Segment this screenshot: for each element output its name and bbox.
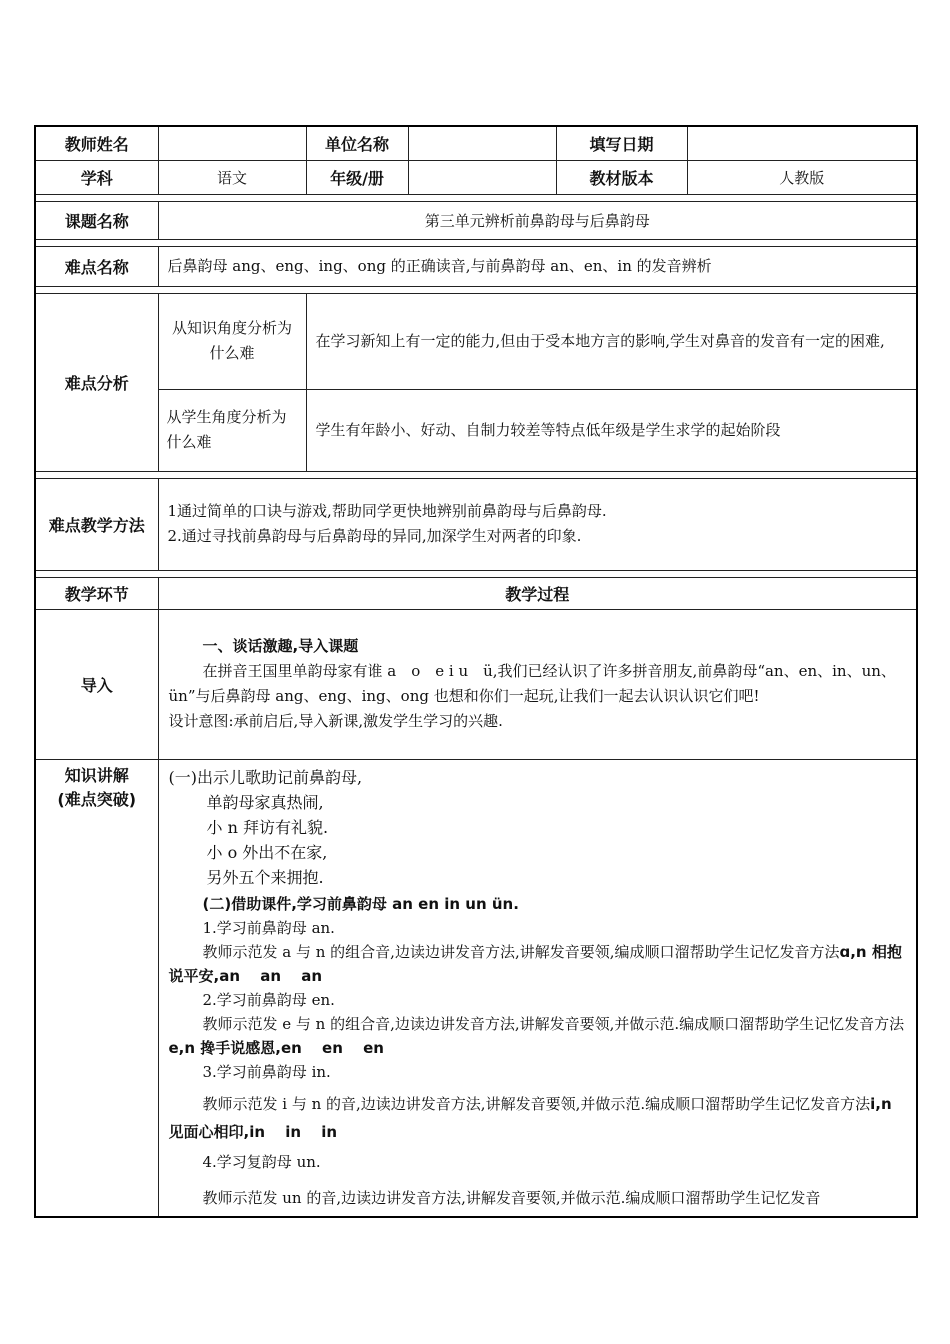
- grade-field[interactable]: [408, 160, 556, 194]
- method-content: [158, 478, 917, 570]
- difficulty-label: 难点名称: [35, 246, 158, 286]
- poem-line-4: 另外五个来拥抱.: [206, 867, 324, 887]
- header-row-1: [35, 126, 917, 160]
- step-3-title: 3.学习前鼻韵母 in.: [202, 1062, 331, 1081]
- knowledge-part-2: (二)借助课件,学习前鼻韵母 an en in un ün.: [202, 894, 519, 913]
- step-2-rhyme: e,n 搀手说感恩,en en en: [168, 1038, 384, 1057]
- analysis-label: 难点分析: [35, 293, 158, 471]
- knowledge-content: [158, 759, 917, 1217]
- fill-date-label: 填写日期: [556, 126, 687, 160]
- intro-paragraph: 在拼音王国里单韵母家有谁 a o e i u ü,我们已经认识了许多拼音朋友,前鼻韵母“an、en、in、un、ün”与后鼻韵母 ang、eng、ing、ong 也想和你们一起玩,让我们一起去认识认识它们吧!: [168, 662, 896, 705]
- method-label: 难点教学方法: [35, 478, 158, 570]
- subject-label: 学科: [35, 160, 158, 194]
- step-1-desc: 教师示范发 a 与 n 的组合音,边读边讲发音方法,讲解发音要领,编成顺口溜帮助学生记忆发音方法: [202, 942, 840, 961]
- analysis-row-knowledge: [35, 293, 917, 389]
- knowledge-question: 从知识角度分析为什么难: [158, 293, 306, 389]
- knowledge-label-line-1: 知识讲解: [64, 765, 129, 785]
- step-3-rhyme: i,n 见面心相印,in in in: [168, 1094, 892, 1141]
- topic-row: [35, 201, 917, 239]
- step-4-text: 教师示范发 un 的音,边读边讲发音方法,讲解发音要领,并做示范.编成顺口溜帮助学生记忆发音: [202, 1188, 821, 1207]
- grade-label: 年级/册: [306, 160, 408, 194]
- teacher-name-label: 教师姓名: [35, 126, 158, 160]
- intro-content: [158, 609, 917, 759]
- student-question: 从学生角度分析为什么难: [158, 389, 306, 471]
- poem-line-1: 单韵母家真热闹,: [206, 792, 324, 812]
- unit-name-field[interactable]: [408, 126, 556, 160]
- unit-name-label: 单位名称: [306, 126, 408, 160]
- step-3-desc: 教师示范发 i 与 n 的音,边读边讲发音方法,讲解发音要领,并做示范.编成顺口溜帮助学生记忆发音方法: [202, 1094, 871, 1113]
- method-line-1: 1通过简单的口诀与游戏,帮助同学更快地辨别前鼻韵母与后鼻韵母.: [167, 502, 607, 520]
- knowledge-label-line-2: (难点突破): [57, 789, 137, 809]
- knowledge-part-1: (一)出示儿歌助记前鼻韵母,: [168, 767, 363, 787]
- step-1-text: [169, 940, 907, 988]
- step-2-desc: 教师示范发 e 与 n 的组合音,边读边讲发音方法,讲解发音要领,并做示范.编成顺口溜帮助学生记忆发音方法: [202, 1014, 905, 1033]
- difficulty-row: [35, 246, 917, 286]
- textbook-value: 人教版: [687, 160, 917, 194]
- step-1-rhyme: ɑ,n 相抱说平安,an an an: [168, 942, 902, 985]
- knowledge-answer: 在学习新知上有一定的能力,但由于受本地方言的影响,学生对鼻音的发音有一定的困难,: [306, 293, 917, 389]
- method-row: [35, 478, 917, 570]
- knowledge-label: [35, 759, 158, 1217]
- knowledge-row: [35, 759, 917, 1217]
- topic-label: 课题名称: [35, 201, 158, 239]
- process-header: 教学过程: [158, 577, 917, 609]
- process-header-row: [35, 577, 917, 609]
- difficulty-value: 后鼻韵母 ang、eng、ing、ong 的正确读音,与前鼻韵母 an、en、in 的发音辨析: [158, 246, 917, 286]
- intro-row: [35, 609, 917, 759]
- step-2-title: 2.学习前鼻韵母 en.: [202, 990, 335, 1009]
- poem-line-3: 小 o 外出不在家,: [206, 842, 328, 862]
- stage-header: 教学环节: [35, 577, 158, 609]
- analysis-row-student: [35, 389, 917, 471]
- teacher-name-field[interactable]: [158, 126, 306, 160]
- step-2-text: [169, 1012, 907, 1060]
- step-1-title: 1.学习前鼻韵母 an.: [202, 918, 335, 937]
- fill-date-field[interactable]: [687, 126, 917, 160]
- student-answer: 学生有年龄小、好动、自制力较差等特点低年级是学生求学的起始阶段: [306, 389, 917, 471]
- step-3-text: [169, 1090, 907, 1146]
- topic-value: 第三单元辨析前鼻韵母与后鼻韵母: [158, 201, 917, 239]
- poem-line-2: 小 n 拜访有礼貌.: [206, 817, 329, 837]
- intro-label: 导入: [35, 609, 158, 759]
- lesson-plan-table: [34, 125, 918, 1218]
- method-line-2: 2.通过寻找前鼻韵母与后鼻韵母的异同,加深学生对两者的印象.: [167, 527, 582, 545]
- step-4-title: 4.学习复韵母 un.: [202, 1152, 321, 1171]
- subject-value: 语文: [158, 160, 306, 194]
- header-row-2: [35, 160, 917, 194]
- intro-design: 设计意图:承前启后,导入新课,激发学生学习的兴趣.: [168, 712, 503, 730]
- intro-heading: 一、谈话激趣,导入课题: [202, 637, 359, 655]
- textbook-label: 教材版本: [556, 160, 687, 194]
